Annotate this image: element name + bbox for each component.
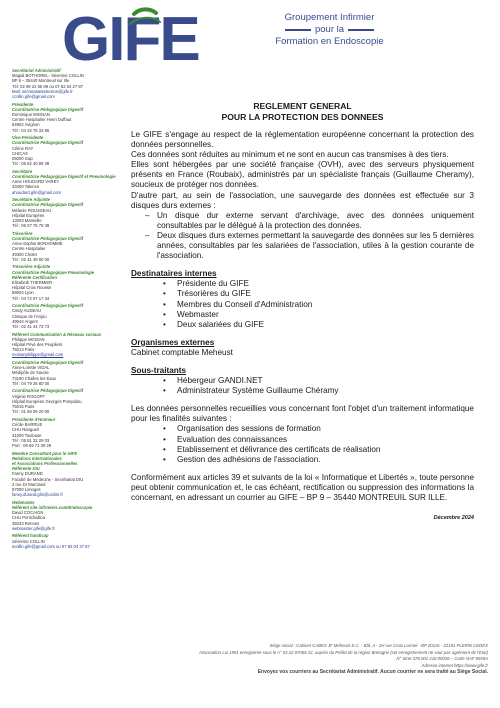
bullet-icon: • [163, 289, 166, 299]
bullet-icon: • [163, 434, 166, 444]
sidebar-role: Référente DIU [12, 466, 40, 472]
sidebar-role: Présidente [12, 101, 34, 107]
sidebar-line: 69004 Lyon [12, 290, 34, 296]
list-item [163, 279, 474, 289]
sidebar-line: 33400 Talence [12, 184, 40, 190]
sidebar-line: 84902 Avignon [12, 122, 40, 128]
external-organizations-heading: Organismes externes [131, 337, 215, 347]
sidebar-line: 2 rue Dr Marcland [12, 481, 46, 487]
sidebar-line: Tél : 06 82 40 89 39 [12, 161, 50, 167]
sidebar-contact-block [12, 107, 124, 133]
sidebar-contact-block [12, 303, 124, 329]
document-body [131, 130, 474, 523]
list-item [163, 300, 474, 310]
sidebar-line: Médipôle de Savoie [12, 370, 49, 376]
sidebar-role: Coordinatrice Pédagogique Digestif [12, 303, 84, 309]
document-title-line-2: POUR LA PROTECTION DES DONNEES [221, 112, 384, 122]
list-item [163, 386, 474, 396]
sidebar-email-link[interactable]: Mail: secretariatselection@gife.fr [12, 88, 73, 94]
bullet-icon: • [163, 299, 166, 309]
sidebar-line: Centre Hospitalier Henri Duffaut [12, 117, 72, 123]
sidebar-role: Secrétaire Adjointe [12, 197, 51, 203]
org-line-3: Formation en Endoscopie [275, 36, 384, 47]
intro-paragraph-4: D'autre part, au sein de l'association, une sauvegarde des données est effectuée sur 3 disques durs externes : [131, 190, 474, 210]
sidebar-role: Secrétariat Administratif [12, 68, 61, 73]
sidebar-role: Trésorière [12, 230, 33, 236]
subcontractors-heading: Sous-traitants [131, 365, 187, 375]
sidebar-line: 35033 Rennes [12, 520, 40, 526]
sidebar-line: Anne HOUDARD VAREY [12, 179, 60, 185]
purpose-item-1: Organisation des sessions de formation [177, 424, 321, 434]
sidebar-contact-block [12, 505, 124, 531]
conformity-paragraph: Conformément aux articles 39 et suivants de la loi « Informatique et Libertés », toute personne peut obtenir communication et, le cas échéant, rectification ou suppression des informations la concernant, en adressant un courrier au GIFE – BP 9 – 35440 MONTREUIL SUR ILLE. [131, 472, 474, 502]
sidebar-email-link[interactable]: moisanphilippe@gmail.com [12, 352, 64, 358]
sidebar-line: Tél : 04 72 07 17 34 [12, 295, 50, 301]
sidebar-line: Elisabeth THERMIER [12, 280, 53, 286]
sidebar-line: CHU Pontchaillou [12, 515, 46, 521]
sidebar-contact-block [12, 68, 124, 99]
contacts-sidebar [12, 68, 124, 551]
divider-right [348, 29, 374, 31]
sidebar-line: Mélanie ROUSSEAU [12, 207, 52, 213]
sidebar-role: Webmaster [12, 499, 35, 505]
org-line-2-text: pour la [314, 24, 345, 35]
list-item [163, 455, 474, 465]
footer-line-1: Siège social : Cabinet CABEX JF Meheust E.C. - Bât. A - 2H rue Croix Lormel - BP 20116 - 22191 PLERIN CEDEX [269, 643, 488, 648]
sidebar-line: Virginie ROGOFF [12, 393, 45, 399]
purpose-item-2: Evaluation des connaissances [177, 434, 288, 444]
sidebar-role: Membre Consultant pour le GIFE [12, 450, 78, 456]
sidebar-line: Tél : 04 32 75 33 85 [12, 127, 50, 133]
purpose-item-3: Etablissement et délivrance des certificats de réalisation [177, 444, 381, 454]
list-item [145, 211, 474, 231]
subcontractor-item-1: Hébergeur GANDI.NET [177, 376, 263, 386]
sidebar-line: Clinique de l'Anjou [12, 313, 47, 319]
sidebar-line: Philippe MOISAN [12, 336, 45, 342]
intro-paragraph-3: Elles sont hébergées par une société française (OVH), avec des serveurs physiquement présents en France (Roubaix), administrés par un spécialiste français (Guillaume Cheramy), soucieux de protéger nos données. [131, 160, 474, 190]
bullet-icon: • [163, 376, 166, 386]
sidebar-line: 75015 Paris [12, 404, 35, 410]
list-item [163, 435, 474, 445]
document-title-line-1: REGLEMENT GENERAL [253, 101, 352, 111]
list-item [163, 320, 474, 330]
sidebar-line: Hôpital Croix Rousse [12, 285, 52, 291]
purposes-list [163, 424, 474, 464]
bullet-icon: • [163, 424, 166, 434]
internal-item-1: Présidente du GIFE [177, 279, 249, 289]
sidebar-role: Coordinatrice Pédagogique Digestif [12, 106, 84, 112]
sidebar-line: 31000 Toulouse [12, 432, 42, 438]
sidebar-line: Tél : 02 41 49 60 00 [12, 256, 50, 262]
internal-item-3: Membres du Conseil d'Administration [177, 299, 313, 309]
gife-logo [60, 6, 250, 66]
sidebar-role: Référent site infirmiers.com/Endoscopie [12, 504, 93, 510]
sidebar-contact-block [12, 202, 124, 228]
internal-item-5: Deux salariées du GIFE [177, 319, 264, 329]
bullet-icon: • [163, 454, 166, 464]
list-item [163, 289, 474, 299]
sidebar-line: CHICAS [12, 150, 28, 156]
sidebar-contact-block [12, 174, 124, 195]
gife-logo-graphic [60, 6, 250, 66]
list-item [163, 445, 474, 455]
list-item [145, 231, 474, 261]
footer-line-4[interactable]: Adresse internet https://www.gife.fr [421, 662, 488, 668]
sidebar-role: Vice-Présidente [12, 135, 44, 141]
sidebar-role: et Associations Professionnelles [12, 460, 78, 466]
sidebar-role: Coordinatrice Pédagogique Pneumologie [12, 269, 95, 275]
sidebar-contact-block [12, 236, 124, 262]
subcontractor-item-2: Administrateur Système Guillaume Chéramy [177, 386, 339, 396]
sidebar-line: 49300 Cholet [12, 251, 37, 257]
sidebar-contact-block [12, 466, 124, 497]
page-footer [120, 643, 488, 676]
org-line-1: Groupement Infirmier [284, 12, 375, 23]
sidebar-line: Tél : 02 41 44 73 73 [12, 324, 50, 330]
sidebar-line: 13003 Marseille [12, 218, 42, 224]
sidebar-line: Tél : 05 61 32 29 03 [12, 437, 50, 443]
org-line-2 [262, 24, 397, 36]
intro-paragraph-1: Le GIFE s'engage au respect de la réglementation européenne concernant la protection des données personnelles. [131, 130, 474, 150]
sidebar-line: Anne-Sophie BONHOMME [12, 241, 63, 247]
sidebar-role: Coordinatrice Pédagogique Digestif et Pneumologie [12, 174, 116, 180]
sidebar-role: Secrétaire [12, 168, 33, 174]
sidebar-contact-block [12, 388, 124, 414]
sidebar-contact-block [12, 275, 124, 301]
sidebar-contact-block [12, 332, 124, 358]
sidebar-line: Tél : 01 56 09 20 00 [12, 409, 50, 415]
sidebar-line: Magali BOTHOREL- Séverine COLLIN [12, 73, 84, 79]
organization-name [262, 12, 397, 48]
sidebar-line: Anne-Lorette VIDAL [12, 365, 50, 371]
list-item [163, 376, 474, 386]
sidebar-line: BP 9 – 35440 Montreuil sur Ille [12, 78, 70, 84]
sidebar-role: Relations Internationales [12, 455, 62, 461]
internal-item-4: Webmaster [177, 309, 219, 319]
sidebar-email-link[interactable]: scollin.gife@gmail.com ou 07 82 04 27 87 [12, 543, 90, 549]
internal-recipients-list [163, 279, 474, 329]
sidebar-line: Fanny DURAND [12, 471, 43, 477]
sidebar-role: Présidente d'Honneur [12, 416, 56, 422]
sidebar-contact-block [12, 140, 124, 166]
sidebar-line: 49044 Angers [12, 318, 38, 324]
disk-item-1: Un disque dur externe servant d'archivage, avec des données uniquement consultables par le délégué à la protection des données. [157, 210, 474, 230]
sidebar-line: Cécile BARRUE [12, 422, 43, 428]
sidebar-role: Trésorière Adjointe [12, 264, 51, 270]
internal-recipients-heading: Destinataires internes [131, 269, 217, 279]
sidebar-line: Céline RAY [12, 145, 34, 151]
sidebar-role: Coordinatrice Pédagogique Digestif [12, 236, 84, 242]
sidebar-contact-block [12, 360, 124, 386]
sidebar-line: 05000 Gap [12, 156, 33, 162]
sidebar-line: CHU Rangueil [12, 427, 39, 433]
sidebar-line: Dominique MIGNAN [12, 112, 50, 118]
footer-line-2: Association Loi 1901 enregistrée sous le n° 53 22 07008 22, auprès du Préfet de la région Bretagne (cet enregistrement ne vaut pas agrément de l'Etat) [199, 649, 488, 655]
bullet-icon: • [163, 444, 166, 454]
sidebar-role: Coordinatrice Pédagogique Digestif [12, 202, 84, 208]
bullet-icon: • [163, 279, 166, 289]
divider-left [285, 29, 311, 31]
document-date: Décembre 2024 [433, 515, 474, 522]
footer-line-3: N° Siret 378 001 218 00036 – Code NAF 8559A [396, 656, 488, 662]
bullet-icon: • [163, 309, 166, 319]
document-title-block [131, 101, 474, 123]
sidebar-line: Tél: 02 99 22 55 98 ou 07 82 04 27 87 [12, 83, 84, 89]
sidebar-role: Coordinatrice Pédagogique Digestif [12, 140, 84, 146]
list-item [163, 310, 474, 320]
disk-item-2: Deux disques durs externes permettant la sauvegarde des données sur les 5 dernières années, consultables par les salariées de l'association, utiles à la gestion courante de l'association. [157, 230, 474, 261]
purpose-item-4: Gestion des adhésions de l'association. [177, 454, 321, 464]
processing-intro: Les données personnelles recueillies vous concernant font l'objet d'un traitement informatique pour les finalités suivantes : [131, 404, 474, 424]
sidebar-line: Tél : 06 07 76 78 39 [12, 223, 50, 229]
sidebar-line: Tél : 04 79 26 80 00 [12, 380, 50, 386]
internal-item-2: Trésorières du GIFE [177, 289, 251, 299]
sidebar-email-link[interactable]: ahoudard.gife@gmail.com [12, 189, 61, 195]
subcontractors-list [163, 376, 474, 396]
bullet-icon: • [163, 319, 166, 329]
sidebar-line: Hôpital Européen [12, 212, 45, 218]
sidebar-role: Référent Communication & Réseaux sociaux [12, 331, 102, 337]
sidebar-contact-block [12, 417, 124, 448]
dash-icon: – [145, 210, 150, 220]
footer-line-5: Envoyez vos courriers au Secrétariat Administratif. Aucun courrier ne sera traité au Siège Social. [257, 669, 488, 676]
bullet-icon: • [163, 386, 166, 396]
sidebar-line: Port : 06 69 71 39 29 [12, 442, 52, 448]
list-item [163, 424, 474, 434]
sidebar-role: Coordinatrice Pédagogique Digestif [12, 360, 84, 366]
sidebar-line: David COCAIGN [12, 510, 44, 516]
gife-logo-text: GIFE [62, 6, 199, 66]
sidebar-role: Référente Certification [12, 274, 57, 280]
sidebar-line: 87000 Limoges [12, 486, 41, 492]
sidebar-line: Séverine COLLIN [12, 538, 45, 544]
sidebar-line: Hôpital Privé des Peupliers [12, 342, 63, 348]
sidebar-role: Coordinatrice Pédagogique Digestif [12, 388, 84, 394]
sidebar-line: Centre Hospitalier [12, 246, 46, 252]
sidebar-role: Référent handicap [12, 533, 49, 539]
sidebar-line: Faculté de Médecine - Secrétariat DIU [12, 476, 84, 482]
sidebar-email-link[interactable]: fanny.durand.gife@unilim.fr [12, 492, 63, 498]
external-organizations-text: Cabinet comptable Meheust [131, 347, 233, 357]
sidebar-contact-block [12, 533, 124, 549]
sidebar-line: 75013 Paris [12, 347, 35, 353]
sidebar-email-link[interactable]: ccollin.gife@gmail.com [12, 94, 55, 100]
sidebar-line: Cindy AUDEAU [12, 308, 42, 314]
intro-paragraph-2: Ces données sont réduites au minimum et ne sont en aucun cas transmises à des tiers. [131, 150, 449, 160]
dash-icon: – [145, 230, 150, 240]
sidebar-line: 73190 Challes les Eaux [12, 375, 56, 381]
sidebar-line: Hôpital Européen Georges Pompidou [12, 398, 82, 404]
disks-list [145, 211, 474, 261]
sidebar-email-link[interactable]: webmaster.gife@gife.fr [12, 525, 55, 531]
